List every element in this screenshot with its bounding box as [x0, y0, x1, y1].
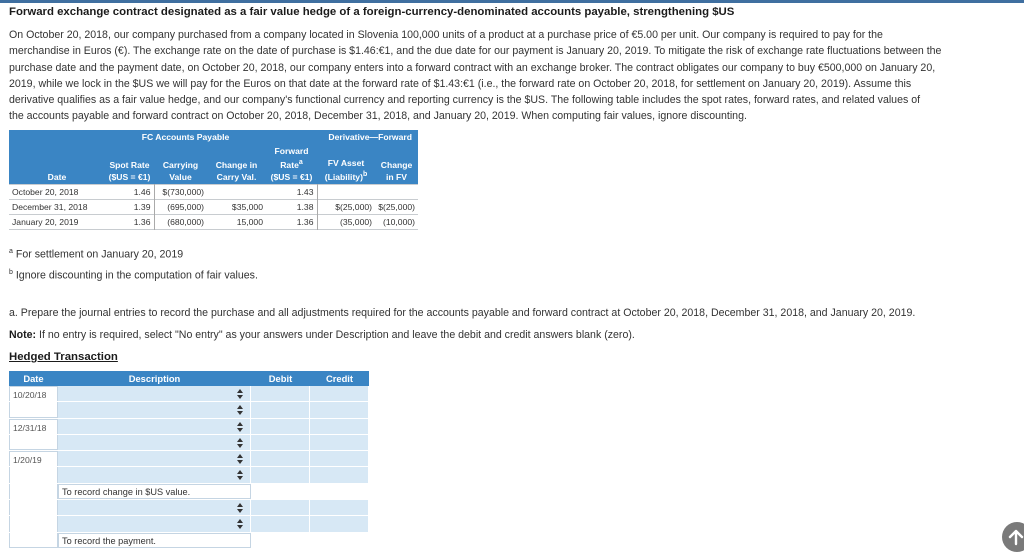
debit-input[interactable]: [251, 386, 310, 401]
footnote-a: $^a$ For settlement on January 20, 2019: [9, 248, 184, 261]
description-line: 2019, while we lock in the $US we will pay for the Euros on that date at the forward rate of $1.43:€1 (i.e., the forward rate on October 20, 2018, for settlement on January 20, 2019). Assume this: [9, 77, 912, 90]
table-row: January 20, 2019 1.36 (680,000) 15,000 1.36 (35,000) (10,000): [9, 214, 418, 229]
journal-memo-row: [9, 484, 369, 500]
select-arrows-icon: [236, 421, 244, 433]
change-carry-col-header: Change in Carry Val.: [207, 144, 266, 184]
credit-input[interactable]: [310, 402, 369, 417]
credit-input[interactable]: [310, 500, 369, 515]
description-select[interactable]: [58, 419, 251, 434]
description-select[interactable]: [58, 435, 251, 450]
description-select[interactable]: [58, 386, 251, 401]
description-line: derivative qualifies as a fair value hedge, and our company's functional currency and reporting currency is the $US. The following table includes the spot rates, forward rates, and related values of: [9, 94, 921, 107]
journal-memo-row: [9, 533, 369, 549]
entry-date: 10/20/18: [9, 386, 58, 401]
journal-row: [9, 435, 369, 451]
debit-input[interactable]: [251, 516, 310, 531]
problem-title: Forward exchange contract designated as a fair value hedge of a foreign-currency-denominated accounts payable, strengthening $US: [9, 6, 735, 18]
journal-header: [9, 371, 369, 386]
select-arrows-icon: [236, 469, 244, 481]
description-select[interactable]: [58, 467, 251, 482]
credit-input[interactable]: [310, 435, 369, 450]
journal-entry-table: [9, 371, 369, 549]
footnote-b: $^b$ Ignore discounting in the computation of fair values.: [9, 269, 258, 282]
select-arrows-icon: [236, 388, 244, 400]
journal-row: [9, 467, 369, 483]
entry-memo: To record the payment.: [58, 533, 251, 548]
section-heading: Hedged Transaction: [9, 351, 118, 363]
entry-date: 12/31/18: [9, 419, 58, 434]
debit-input[interactable]: [251, 435, 310, 450]
credit-input[interactable]: [310, 451, 369, 466]
description-select[interactable]: [58, 402, 251, 417]
select-arrows-icon: [236, 502, 244, 514]
top-accent-bar: [0, 0, 1024, 3]
debit-input[interactable]: [251, 419, 310, 434]
scroll-to-top-button[interactable]: [1002, 522, 1024, 552]
instructions: a. Prepare the journal entries to record the purchase and all adjustments required for the accounts payable and forward contract at October 20, 2018, December 31, 2018, and January 20, 2019.: [9, 307, 916, 319]
description-select[interactable]: [58, 500, 251, 515]
select-arrows-icon: [236, 437, 244, 449]
description-line: merchandise in Euros (€). The exchange rate on the date of purchase is $1.46:€1, and the due date for our payment is January 20, 2019. To mitigate the risk of exchange rate fluctuations between the: [9, 45, 942, 58]
debit-input[interactable]: [251, 467, 310, 482]
credit-input[interactable]: [310, 386, 369, 401]
fc-accounts-payable-header: FC Accounts Payable: [105, 130, 266, 144]
select-arrows-icon: [236, 518, 244, 530]
description-line: On October 20, 2018, our company purchased from a company located in Slovenia 100,000 units of a product at a purchase price of €5.00 per unit. Our company is required to pay for the: [9, 29, 883, 41]
journal-row: [9, 386, 369, 402]
description-select[interactable]: [58, 516, 251, 531]
table-row: December 31, 2018 1.39 (695,000) $35,000 1.38 $(25,000) $(25,000): [9, 199, 418, 214]
forward-rate-col-header: Forward Rate$^a$ ($US = €1): [266, 144, 317, 184]
description-select[interactable]: [58, 451, 251, 466]
select-arrows-icon: [236, 453, 244, 465]
spot-rate-col-header: Spot Rate ($US = €1): [105, 144, 154, 184]
table-row: October 20, 2018 1.46 $(730,000) 1.43: [9, 184, 418, 199]
journal-row: [9, 419, 369, 435]
description-line: purchase date and the payment date, on October 20, 2018, our company enters into a forward contract with an exchange broker. The contract obligates our company to buy €500,000 on January 20,: [9, 61, 936, 74]
entry-date: 1/20/19: [9, 451, 58, 466]
description-line: the accounts payable and forward contract on October 20, 2018, December 31, 2018, and January 20, 2019. When computing fair values, ignore discounting.: [9, 110, 747, 123]
journal-credit-header: Credit: [325, 373, 354, 384]
credit-input[interactable]: [310, 419, 369, 434]
entry-memo: To record change in $US value.: [58, 484, 251, 499]
journal-row: [9, 451, 369, 467]
journal-row: [9, 500, 369, 516]
credit-input[interactable]: [310, 467, 369, 482]
derivative-forward-header: Derivative—Forward: [266, 130, 418, 144]
journal-description-header: Description: [128, 373, 181, 384]
change-fv-col-header: Change in FV: [375, 144, 418, 184]
carrying-value-col-header: Carrying Value: [154, 144, 207, 184]
select-arrows-icon: [236, 404, 244, 416]
rates-table: [9, 130, 418, 230]
debit-input[interactable]: [251, 500, 310, 515]
arrow-up-icon: [1002, 522, 1024, 552]
debit-input[interactable]: [251, 451, 310, 466]
journal-row: [9, 516, 369, 532]
debit-input[interactable]: [251, 402, 310, 417]
fv-asset-col-header: FV Asset (Liability)$^b$: [317, 144, 375, 184]
problem-description: [9, 27, 1024, 125]
journal-date-header: Date: [23, 373, 44, 384]
date-col-header: Date: [9, 144, 105, 184]
note: Note: If no entry is required, select "No entry" as your answers under Description and leave the debit and credit answers blank (zero).: [9, 329, 635, 341]
journal-row: [9, 402, 369, 418]
credit-input[interactable]: [310, 516, 369, 531]
journal-debit-header: Debit: [268, 373, 293, 384]
